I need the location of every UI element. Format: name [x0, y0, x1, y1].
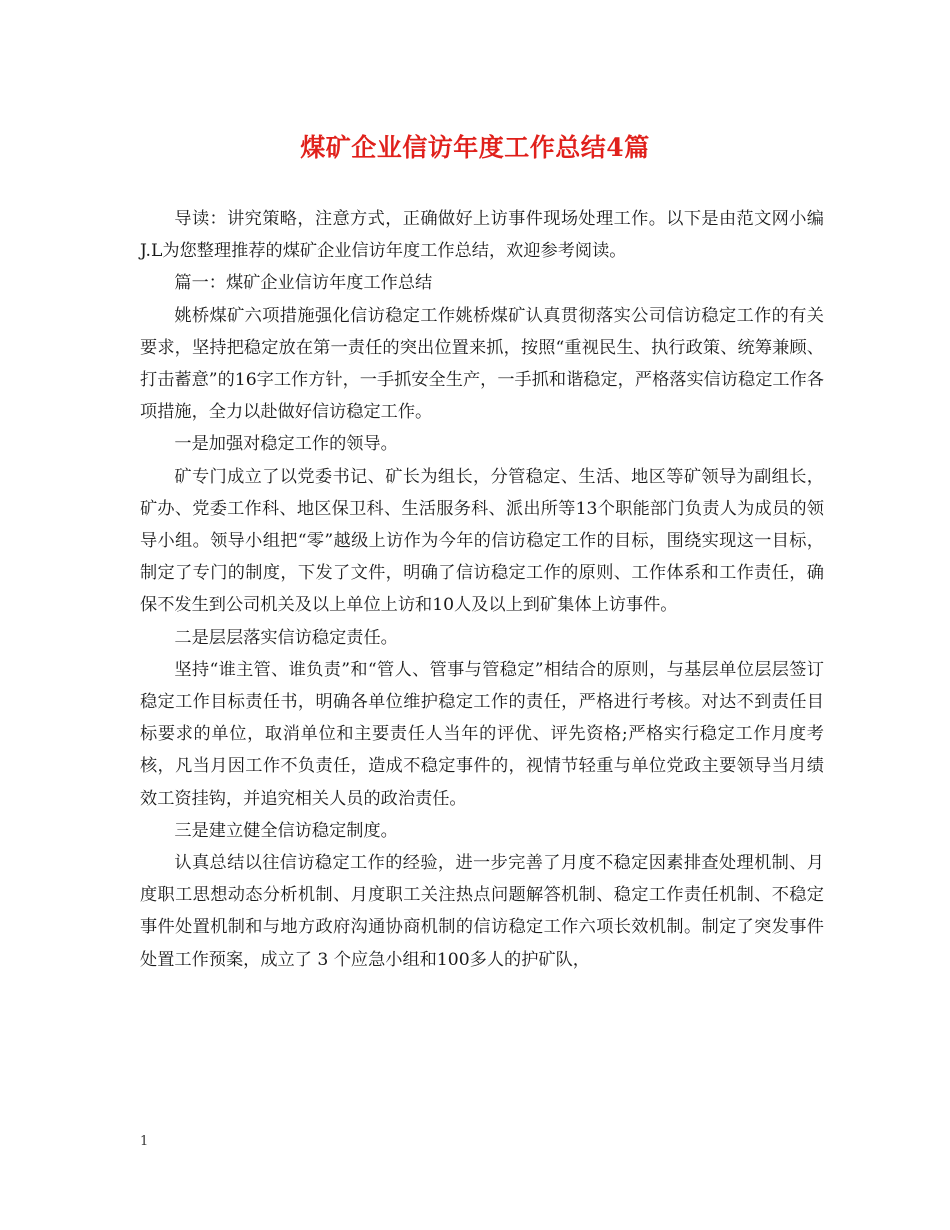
paragraph-subheading: 三是建立健全信访稳定制度。: [174, 820, 398, 841]
document-body: [140, 203, 824, 976]
paragraph-section-heading: 篇一：煤矿企业信访年度工作总结: [174, 273, 433, 294]
paragraph: 矿专门成立了以党委书记、矿长为组长，分管稳定、生活、地区等矿领导为副组长，矿办、党委工作科、地区保卫科、生活服务科、派出所等13个职能部门负责人为成员的领导小组。领导小组把“零”越级上访作为今年的信访稳定工作的目标，围绕实现这一目标，制定了专门的制度，下发了文件，明确了信访稳定工作的原则、工作体系和工作责任，确保不发生到公司机关及以上单位上访和10人及以上到矿集体上访事件。: [140, 466, 824, 616]
paragraph: 认真总结以往信访稳定工作的经验，进一步完善了月度不稳定因素排查处理机制、月度职工思想动态分析机制、月度职工关注热点问题解答机制、稳定工作责任机制、不稳定事件处置机制和与地方政府沟通协商机制的信访稳定工作六项长效机制。制定了突发事件处置工作预案，成立了 3 个应急小组和100多人的护矿队，: [140, 853, 824, 970]
paragraph-subheading: 二是层层落实信访稳定责任。: [174, 627, 398, 648]
page-title: 煤矿企业信访年度工作总结4篇: [300, 133, 650, 162]
paragraph-subheading: 一是加强对稳定工作的领导。: [174, 434, 398, 455]
paragraph: 坚持“谁主管、谁负责”和“管人、管事与管稳定”相结合的原则，与基层单位层层签订稳定工作目标责任书，明确各单位维护稳定工作的责任，严格进行考核。对达不到责任目标要求的单位，取消单位和主要责任人当年的评优、评先资格;严格实行稳定工作月度考核，凡当月因工作不负责任，造成不稳定事件的，视情节轻重与单位党政主要领导当月绩效工资挂钩，并追究相关人员的政治责任。: [140, 659, 824, 809]
page-number: 1: [140, 1134, 149, 1149]
paragraph-intro: 导读：讲究策略，注意方式，正确做好上访事件现场处理工作。以下是由范文网小编J.L为您整理推荐的煤矿企业信访年度工作总结，欢迎参考阅读。: [140, 209, 824, 262]
paragraph: 姚桥煤矿六项措施强化信访稳定工作姚桥煤矿认真贯彻落实公司信访稳定工作的有关要求，坚持把稳定放在第一责任的突出位置来抓，按照“重视民生、执行政策、统筹兼顾、打击蓄意”的16字工作方针，一手抓安全生产，一手抓和谐稳定，严格落实信访稳定工作各项措施，全力以赴做好信访稳定工作。: [140, 305, 824, 423]
